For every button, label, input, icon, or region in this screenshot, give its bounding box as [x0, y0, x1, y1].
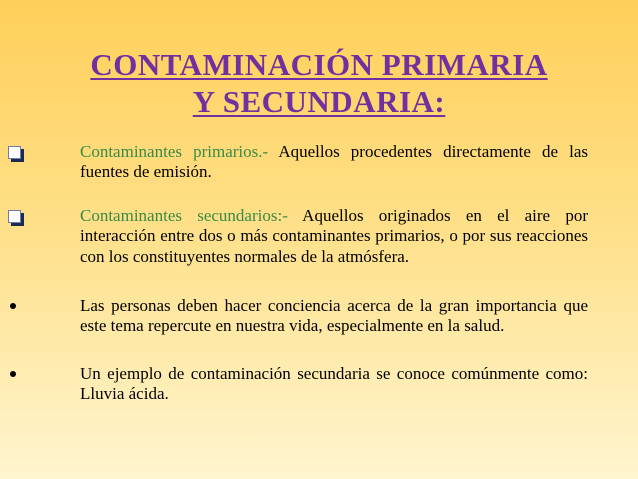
bullet-lead: Contaminantes primarios.- — [80, 142, 269, 161]
bullet-text: Un ejemplo de contaminación secundaria se conoce comúnmente como: Lluvia ácida. — [80, 364, 588, 404]
checkbox-icon — [5, 142, 27, 162]
bullet-item-secondary-pollutants — [80, 206, 588, 267]
slide-title — [0, 46, 638, 120]
bullet-item-awareness — [80, 296, 588, 337]
bullet-lead: Contaminantes secundarios:- — [80, 206, 288, 225]
bullet-item-primary-pollutants — [80, 142, 588, 183]
bullet-text: Aquellos procedentes directamente de las fuentes de emisión. — [80, 142, 588, 182]
bullet-text: Aquellos originados en el aire por interacción entre dos o más contaminantes primarios, o por sus reacciones con los constituyentes normales de la atmósfera. — [80, 206, 588, 266]
bullet-item-example — [80, 364, 588, 405]
bullet-text: Las personas deben hacer conciencia acerca de la gran importancia que este tema repercute en nuestra vida, especialmente en la salud. — [80, 296, 588, 336]
slide-title-line-1: CONTAMINACIÓN PRIMARIA — [90, 47, 548, 82]
slide-title-line-2: Y SECUNDARIA: — [192, 84, 446, 119]
checkbox-icon — [5, 206, 27, 226]
bullet-dot-icon — [5, 364, 27, 384]
bullet-dot-icon — [5, 296, 27, 316]
